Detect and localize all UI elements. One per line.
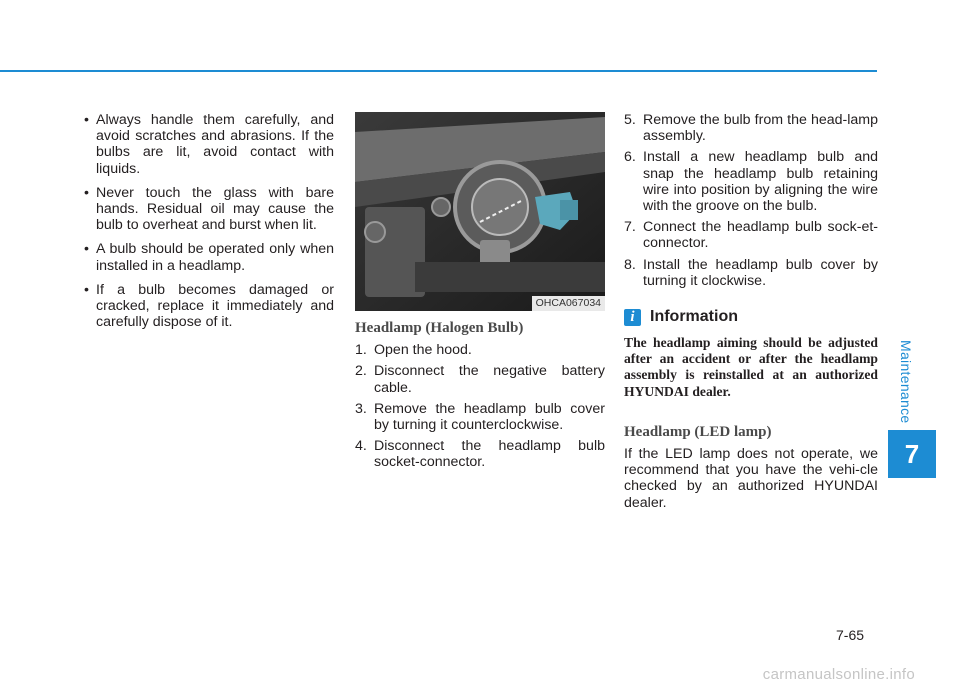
list-item: 2. Disconnect the negative battery cable.: [355, 363, 605, 396]
led-section-title: Headlamp (LED lamp): [624, 423, 772, 440]
list-item: • If a bulb becomes damaged or cracked, replace it immediately and carefully dispose of it.: [84, 281, 334, 331]
list-item: 7. Connect the headlamp bulb sock-et-connector.: [624, 219, 878, 252]
info-icon: i: [624, 309, 641, 326]
headlamp-photo: [355, 112, 605, 311]
list-item: • Always handle them carefully, and avoid scratches and abrasions. If the bulbs are lit, avoid contact with liquids.: [84, 112, 334, 177]
column-1: [78, 112, 334, 338]
chapter-tab: 7: [888, 430, 936, 478]
chapter-label: Maintenance: [898, 340, 914, 424]
section-title: Headlamp (Halogen Bulb): [355, 320, 524, 336]
list-item: • A bulb should be operated only when installed in a headlamp.: [84, 241, 334, 274]
led-section-text: If the LED lamp does not operate, we recommend that you have the vehi-cle checked by an authorized HYUNDAI dealer.: [624, 446, 878, 511]
bullet-icon: •: [84, 112, 89, 128]
column-2: [355, 112, 605, 476]
bullet-icon: •: [84, 281, 89, 298]
headlamp-illustration: [355, 112, 605, 311]
column-3: [624, 112, 878, 511]
information-text: The headlamp aiming should be adjusted after an accident or after the headlamp assembly is reinstalled at an authorized HYUNDAI dealer.: [624, 335, 878, 399]
list-item: • Never touch the glass with bare hands. Residual oil may cause the bulb to overheat and burst when lit.: [84, 184, 334, 234]
watermark: carmanualsonline.info: [762, 666, 915, 683]
list-item: 6. Install a new headlamp bulb and snap the headlamp bulb retaining wire into position by aligning the wire with the groove on the bulb.: [624, 149, 878, 215]
bullet-icon: •: [84, 184, 89, 201]
list-item: 5. Remove the bulb from the head-lamp assembly.: [624, 112, 878, 145]
list-item: 4. Disconnect the headlamp bulb socket-connector.: [355, 438, 605, 471]
information-title: Information: [650, 308, 738, 326]
list-item: 3. Remove the headlamp bulb cover by turning it counterclockwise.: [355, 400, 605, 434]
list-item: 8. Install the headlamp bulb cover by turning it clockwise.: [624, 256, 878, 289]
figure-id: OHCA067034: [532, 296, 605, 311]
header-rule: [0, 70, 877, 72]
bullet-icon: •: [84, 241, 89, 258]
page-number: 7-65: [836, 627, 865, 643]
list-item: 1. Open the hood.: [355, 342, 472, 359]
information-header: [624, 309, 878, 326]
